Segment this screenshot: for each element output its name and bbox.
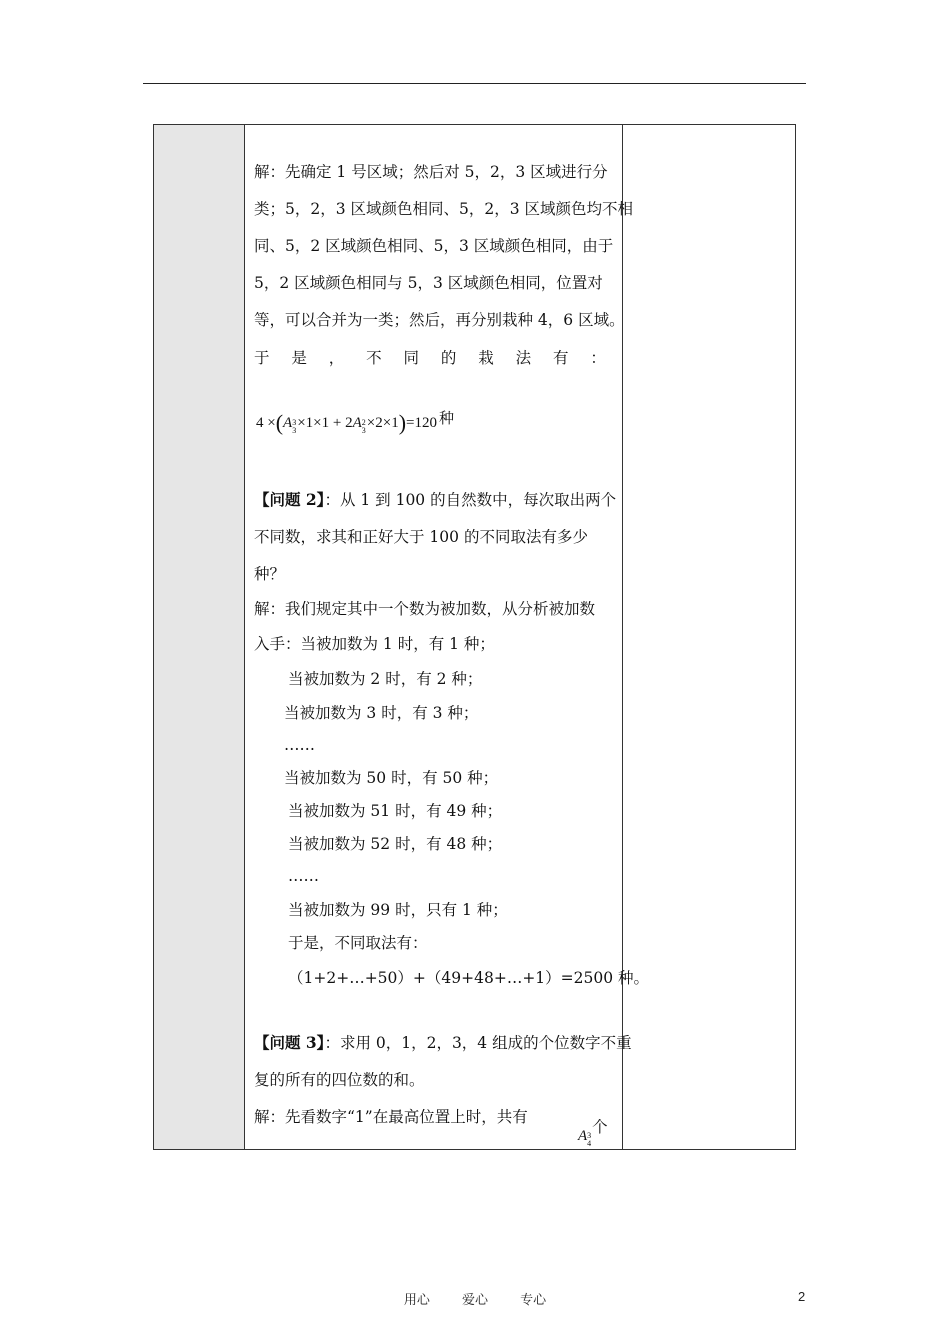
footer-item: 用心 [403,1293,430,1308]
text-line: 类；5，2，3 区域颜色相同、5，2，3 区域颜色均不相 [254,200,634,218]
case-line: 当被加数为 3 时，有 3 种； [284,704,479,722]
text-line: 等，可以合并为一类；然后，再分别栽种 4，6 区域。 [254,311,625,329]
text-line: 同、5，2 区域颜色相同、5，3 区域颜色相同，由于 [254,237,614,255]
text-line: 解：我们规定其中一个数为被加数，从分析被加数 [254,600,596,618]
sum-line: （1+2+…+50）+（49+48+…+1）=2500 种。 [288,969,650,987]
problem-3-label: 【问题 3】 [254,1033,325,1052]
case-line: 于是，不同取法有： [288,934,428,952]
case-line: 当被加数为 50 时，有 50 种； [284,769,499,787]
case-line: 当被加数为 99 时，只有 1 种； [288,901,508,919]
footer-item: 爱心 [461,1293,488,1308]
text-line: 解：先确定 1 号区域；然后对 5，2，3 区域进行分 [254,163,608,181]
table-left-column [154,125,245,1149]
case-line: 当被加数为 2 时，有 2 种； [288,670,483,688]
header-rule [143,83,806,84]
text-line: 入手：当被加数为 1 时，有 1 种； [254,635,495,653]
text-line: 种？ [254,565,286,583]
case-line: …… [284,736,315,754]
permutation-symbol: A 3 4 个 [578,1118,608,1148]
spread-text-line: 于 是 ， 不 同 的 栽 法 有 ： [254,349,606,367]
formula: 4 ×(A 3 3 ×1×1 + 2A 2 3 ×2×1)=120 种 [256,410,455,435]
problem-2-line: 【问题 2】：从 1 到 100 的自然数中，每次取出两个 [254,490,617,509]
document-table [153,124,796,1150]
table-right-column [622,125,796,1149]
text-line: 5，2 区域颜色相同与 5，3 区域颜色相同，位置对 [254,274,603,292]
text-line: 解：先看数字“1”在最高位置上时，共有 [254,1108,528,1126]
case-line: 当被加数为 51 时，有 49 种； [288,802,503,820]
case-line: …… [288,867,319,885]
footer [0,1289,950,1308]
table-content-cell [254,125,650,1149]
problem-3-line: 【问题 3】：求用 0，1，2，3，4 组成的个位数字不重 [254,1033,632,1052]
text-line: 不同数，求其和正好大于 100 的不同取法有多少 [254,528,588,546]
case-line: 当被加数为 52 时，有 48 种； [288,835,503,853]
text-line: 复的所有的四位数的和。 [254,1071,425,1089]
page-number: 2 [798,1289,806,1304]
problem-2-label: 【问题 2】 [254,490,325,509]
footer-item: 专心 [520,1293,547,1308]
